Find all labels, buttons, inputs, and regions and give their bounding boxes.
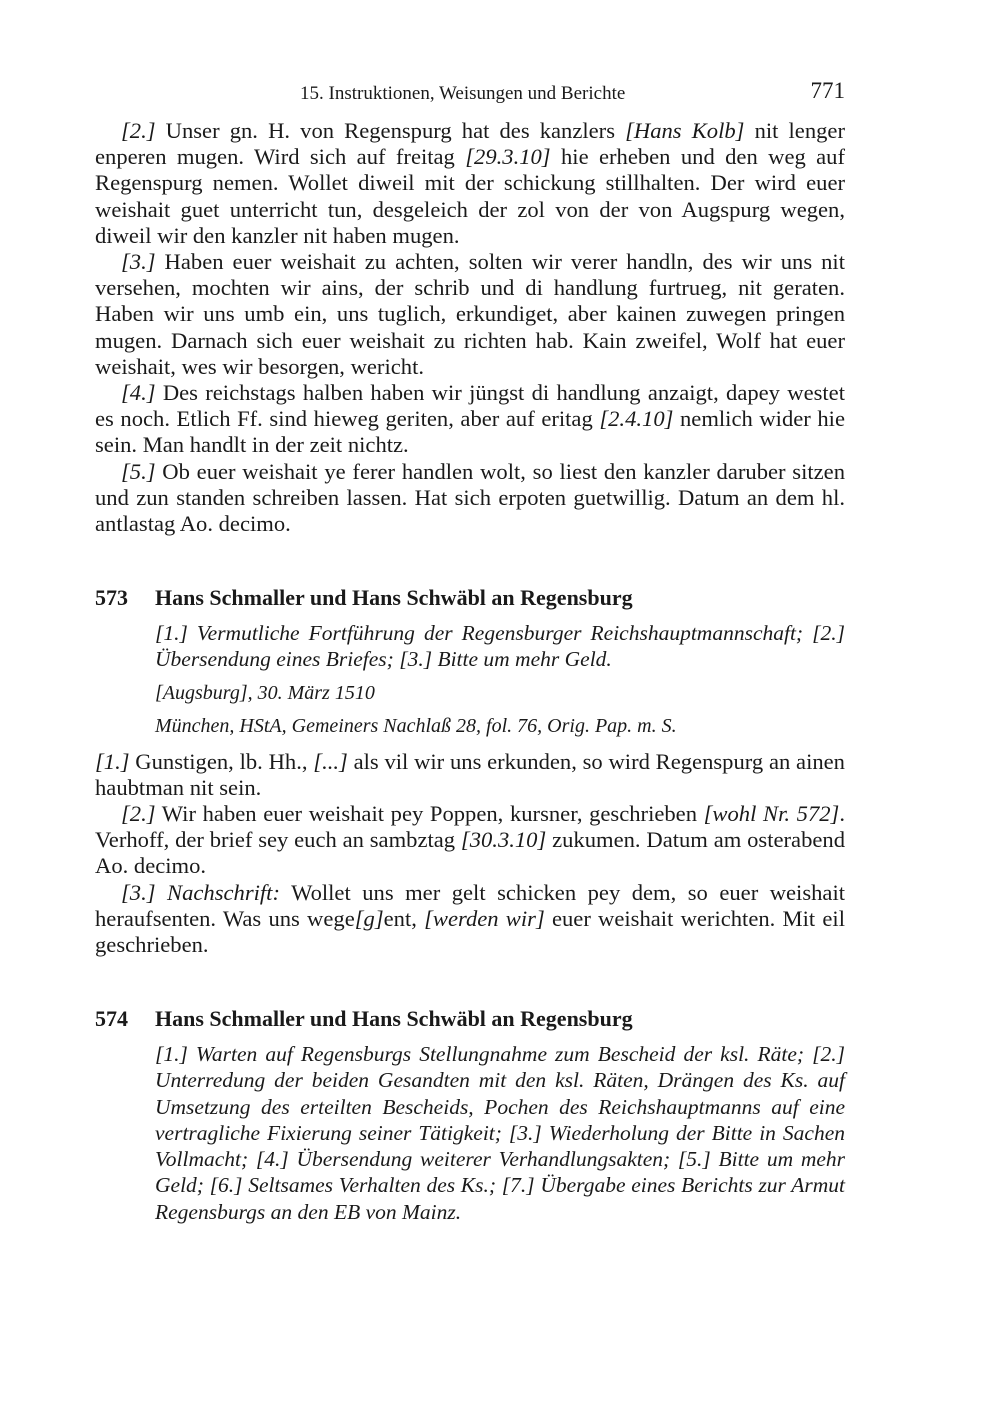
- document-entry-574: [95, 1006, 845, 1224]
- paragraph-marker: [4.]: [121, 380, 156, 406]
- text-segment: Haben euer weishait zu achten, solten wir verer handln, des wir uns nit versehen, mochten wir ains, der schrib und di handlung furtrueg, nit geraten. Haben wir uns umb ein, uns tuglich, erkundiget, aber kainen zuwegen pringen mugen. Darnach sich euer weishait zu richten hab. Kain zweifel, Wolf hat euer weishait, wes wir besorgen, wericht.: [95, 249, 845, 379]
- document-page: [95, 78, 845, 1225]
- paragraph-marker: [2.]: [121, 118, 156, 143]
- document-regest: [1.] Warten auf Regensburgs Stellungnahme zum Bescheid der ksl. Räte; [2.] Unterredung der beiden Gesandten mit den ksl. Räten, Drängen des Ks. auf Umsetzung des erteilten Bescheids, Pochen des Reichshauptmanns auf eine vertragliche Fixierung seiner Tätigkeit; [3.] Wiederholung der Bitte in Sachen Vollmacht; [4.] Übersendung weiterer Verhandlungsakten; [5.] Bitte um mehr Geld; [6.] Seltsames Verhalten des Ks.; [7.] Übergabe eines Berichts zur Armut Regensburgs an den EB von Mainz.: [155, 1042, 845, 1224]
- paragraph-marker: [2.]: [121, 801, 156, 827]
- paragraph-3: [95, 880, 845, 959]
- editorial-date: [2.4.10]: [599, 406, 674, 432]
- paragraph-marker: [1.]: [95, 748, 130, 774]
- text-segment: Des reichstags halben haben wir jüngst di handlung anzaigt, dapey westet es noch. Etlich Ff. sind hieweg geriten, aber auf eritag: [95, 380, 845, 432]
- paragraph-marker: [3.] Nachschrift:: [121, 879, 280, 905]
- text-segment: Gunstigen, lb. Hh.,: [129, 748, 314, 774]
- text-segment: euer weishait werichten. Mit eil geschrieben.: [95, 905, 845, 958]
- text-segment: als vil wir uns erkunden, so wird Regenspurg an ainen haubtman nit sein.: [95, 748, 845, 800]
- text-segment: Ob euer weishait ye ferer handlen wolt, so liest den kanzler daruber sitzen und zun standen schreiben lassen. Hat sich erpoten guetwillig. Datum an dem hl. antlastag Ao. decimo.: [95, 458, 845, 537]
- running-head: [95, 78, 845, 118]
- editorial-date: [29.3.10]: [465, 144, 551, 170]
- text-segment: Wollet uns mer gelt schicken pey dem, so euer weishait heraufsenten. Was uns wege: [95, 879, 845, 931]
- paragraph-4: [95, 380, 845, 459]
- editorial-note: [wohl Nr. 572]: [703, 801, 840, 827]
- paragraph-marker: [3.]: [121, 249, 156, 275]
- document-heading: [95, 585, 845, 611]
- document-title: Hans Schmaller und Hans Schwäbl an Regensburg: [155, 585, 633, 611]
- document-number: 574: [95, 1006, 128, 1032]
- text-segment: Unser gn. H. von Regenspurg hat des kanzlers: [155, 118, 626, 143]
- paragraph-marker: [5.]: [121, 458, 156, 484]
- paragraph-5: [95, 459, 845, 538]
- text-segment: nit lenger enperen mugen. Wird sich auf freitag: [95, 118, 845, 170]
- continued-text: [95, 118, 845, 537]
- text-segment: zukumen. Datum am osterabend Ao. decimo.: [95, 827, 845, 879]
- page-number: 771: [810, 78, 845, 103]
- editorial-date: [30.3.10]: [460, 827, 547, 853]
- document-entry-573: [95, 585, 845, 958]
- paragraph-2: [95, 118, 845, 249]
- document-number: 573: [95, 585, 128, 611]
- text-segment: . Verhoff, der brief sey euch an sambztag: [95, 801, 845, 853]
- paragraph-3: [95, 249, 845, 380]
- text-segment: hie erheben und den weg auf Regenspurg nemen. Wollet diweil mit der schickung stillhalten. Der wird euer weishait guet unterricht tun, desgeleich der zol von der von Augspurg wegen, diweil wir den kanzler nit haben mugen.: [95, 144, 845, 248]
- document-date: [Augsburg], 30. März 1510: [155, 681, 375, 704]
- text-segment: ent,: [383, 905, 425, 931]
- text-segment: nemlich wider hie sein. Man handlt in der zeit nichtz.: [95, 406, 845, 458]
- document-text: [95, 749, 845, 959]
- text-segment: Wir haben euer weishait pey Poppen, kursner, geschrieben: [155, 801, 704, 827]
- document-source: München, HStA, Gemeiners Nachlaß 28, fol. 76, Orig. Pap. m. S.: [155, 714, 677, 737]
- document-heading: [95, 1006, 845, 1032]
- editorial-omission: [...]: [313, 748, 348, 774]
- editorial-insertion: [werden wir]: [424, 905, 545, 931]
- editorial-note: [Hans Kolb]: [625, 118, 745, 143]
- editorial-emendation: [g]: [354, 905, 384, 931]
- document-title: Hans Schmaller und Hans Schwäbl an Regensburg: [155, 1006, 633, 1032]
- document-regest: [1.] Vermutliche Fortführung der Regensburger Reichshauptmannschaft; [2.] Übersendung eines Briefes; [3.] Bitte um mehr Geld.: [155, 621, 845, 672]
- running-head-title: 15. Instruktionen, Weisungen und Berichte: [300, 83, 626, 104]
- paragraph-2: [95, 801, 845, 880]
- paragraph-1: [95, 749, 845, 801]
